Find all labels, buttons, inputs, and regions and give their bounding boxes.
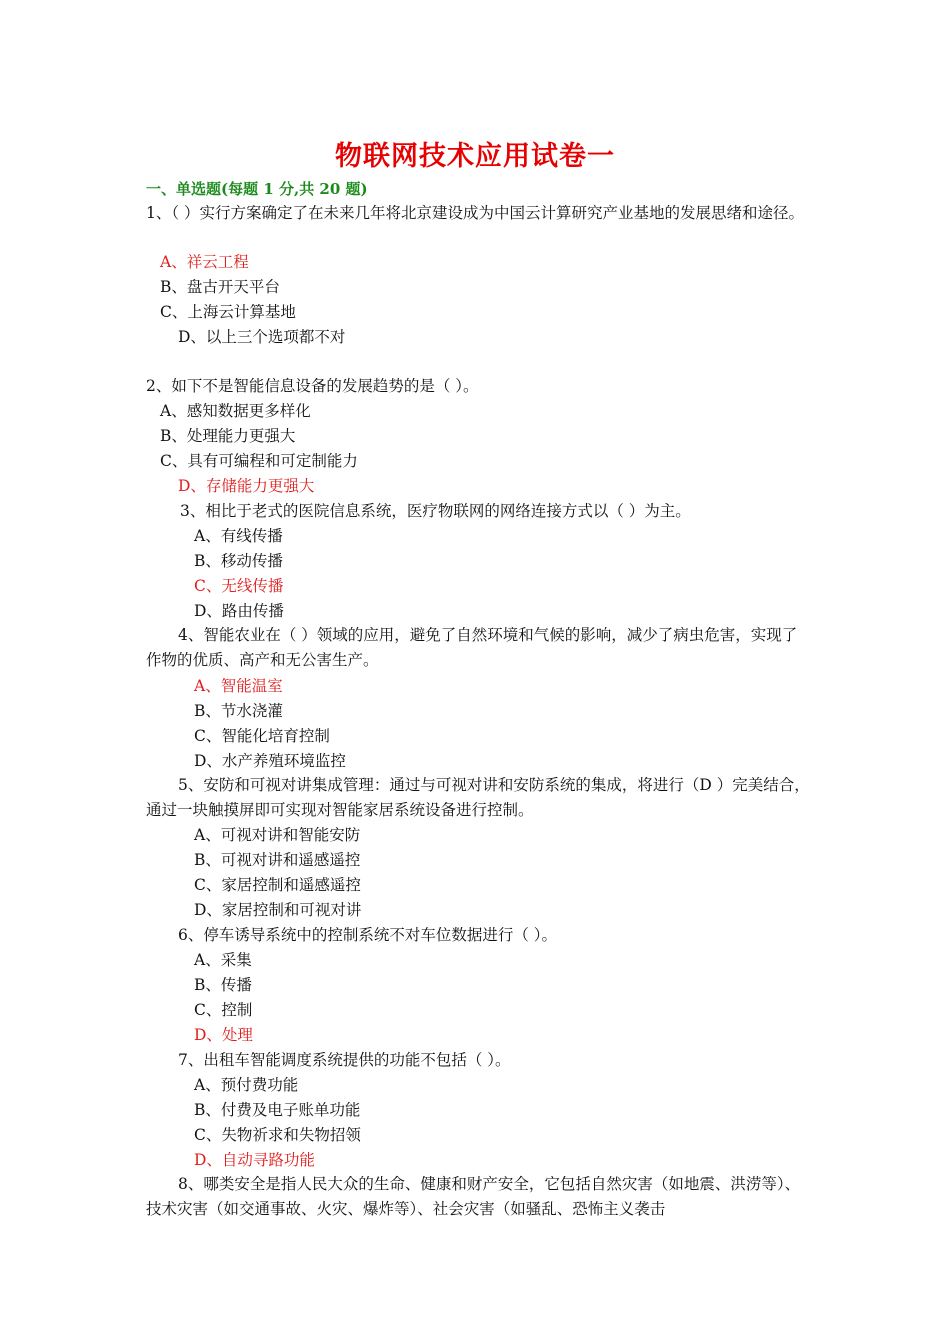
question-8-stem: 8、哪类安全是指人民大众的生命、健康和财产安全，它包括自然灾害（如地震、洪涝等）、技术灾害（如交通事故、火灾、爆炸等）、社会灾害（如骚乱、恐怖主义袭击 — [146, 1175, 801, 1218]
question-1-option-a: A、祥云工程 — [160, 253, 249, 271]
question-6-option-a: A、采集 — [194, 951, 252, 969]
question-2-option-a: A、感知数据更多样化 — [160, 402, 311, 420]
question-5-option-a: A、可视对讲和智能安防 — [194, 826, 361, 844]
question-6-option-d: D、处理 — [194, 1026, 253, 1044]
question-6-stem: 6、停车诱导系统中的控制系统不对车位数据进行（ ）。 — [178, 926, 558, 944]
question-5-stem: 5、安防和可视对讲集成管理：通过与可视对讲和安防系统的集成，将进行（D ）完美结合，通过一块触摸屏即可实现对智能家居系统设备进行控制。 — [146, 776, 810, 819]
question-4-option-b: B、节水浇灌 — [194, 702, 283, 720]
question-1-option-d: D、以上三个选项都不对 — [178, 328, 346, 346]
question-3-option-a: A、有线传播 — [194, 527, 283, 545]
question-5-option-d: D、家居控制和可视对讲 — [194, 901, 362, 919]
question-4-option-d: D、水产养殖环境监控 — [194, 752, 346, 770]
question-3-stem: 3、相比于老式的医院信息系统，医疗物联网的网络连接方式以（ ）为主。 — [180, 502, 691, 520]
question-3-option-b: B、移动传播 — [194, 552, 283, 570]
question-6-option-c: C、控制 — [194, 1001, 253, 1019]
question-7-option-a: A、预付费功能 — [194, 1076, 299, 1094]
question-2-option-c: C、具有可编程和可定制能力 — [160, 452, 358, 470]
question-1-option-b: B、盘古开天平台 — [160, 278, 280, 296]
question-1-option-c: C、上海云计算基地 — [160, 303, 296, 321]
question-4-option-c: C、智能化培育控制 — [194, 727, 330, 745]
page-title: 物联网技术应用试卷一 — [335, 141, 615, 172]
question-4-stem: 4、智能农业在（ ）领域的应用，避免了自然环境和气候的影响，减少了病虫危害，实现了作物的优质、高产和无公害生产。 — [146, 626, 798, 669]
question-7-option-b: B、付费及电子账单功能 — [194, 1101, 361, 1119]
question-5-option-b: B、可视对讲和遥感遥控 — [194, 851, 361, 869]
question-7-option-c: C、失物祈求和失物招领 — [194, 1126, 361, 1144]
question-3-option-c: C、无线传播 — [194, 577, 284, 595]
question-6-option-b: B、传播 — [194, 976, 252, 994]
question-5-option-c: C、家居控制和遥感遥控 — [194, 876, 361, 894]
question-4-option-a: A、智能温室 — [194, 677, 283, 695]
question-1-stem: 1、（ ）实行方案确定了在未来几年将北京建设成为中国云计算研究产业基地的发展思绪和途径。 — [146, 204, 805, 222]
section-heading: 一、单选题(每题 1 分,共 20 题) — [146, 180, 368, 198]
question-2-option-d: D、存储能力更强大 — [178, 477, 315, 495]
question-2-option-b: B、处理能力更强大 — [160, 427, 296, 445]
question-3-option-d: D、路由传播 — [194, 602, 284, 620]
question-7-stem: 7、出租车智能调度系统提供的功能不包括（ ）。 — [178, 1051, 511, 1069]
question-2-stem: 2、如下不是智能信息设备的发展趋势的是（ ）。 — [146, 377, 479, 395]
question-7-option-d: D、自动寻路功能 — [194, 1151, 315, 1169]
